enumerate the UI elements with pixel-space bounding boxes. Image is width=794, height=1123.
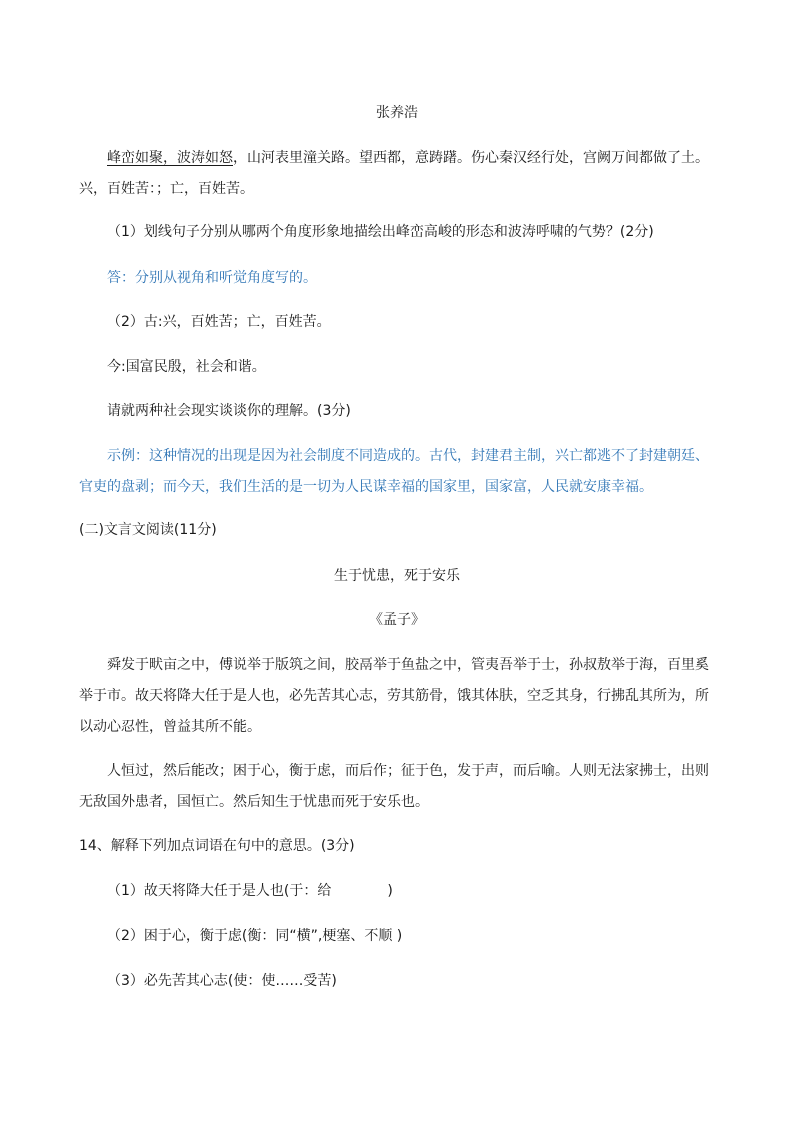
question-2-modern: 今:国富民殷，社会和谐。 [107,359,266,375]
paragraph-1-line-3: 以动心忍性，曾益其所不能。 [79,719,261,735]
underlined-phrase: 峰峦如聚，波涛如怒 [107,150,233,166]
poem-line-1 [107,148,709,168]
question-2-ancient: （2）古:兴，百姓苦；亡，百姓苦。 [107,314,331,330]
poem-line-2: 兴，百姓苦：；亡，百姓苦。 [79,181,254,197]
question-2-prompt: 请就两种社会现实谈谈你的理解。(3分) [107,403,351,419]
paragraph-2-line-1: 人恒过，然后能改；困于心，衡于虑，而后作；征于色，发于声，而后喻。人则无法家拂士，出则 [107,763,709,779]
question-14-item-2: （2）困于心，衡于虑(衡：同“横”,梗塞、不顺 ) [107,928,403,944]
answer-2-line-1: 示例：这种情况的出现是因为社会制度不同造成的。古代，封建君主制，兴亡都逃不了封建朝廷、 [107,448,709,464]
poem-author: 张养浩 [376,105,418,121]
paragraph-1-line-1: 舜发于畎亩之中，傅说举于版筑之间，胶鬲举于鱼盐之中，管夷吾举于士，孙叔敖举于海，百里奚 [107,657,709,673]
section-heading: (二)文言文阅读(11分) [79,522,217,538]
question-14-item-3: （3）必先苦其心志(使：使……受苦) [107,973,337,989]
paragraph-1-line-2: 举于市。故天将降大任于是人也，必先苦其心志，劳其筋骨，饿其体肤，空乏其身，行拂乱其所为，所 [79,688,709,704]
text-title: 生于忧患，死于安乐 [334,568,460,584]
question-1: （1）划线句子分别从哪两个角度形象地描绘出峰峦高峻的形态和波涛呼啸的气势？(2分) [107,224,654,240]
question-14: 14、解释下列加点词语在句中的意思。(3分) [79,838,355,854]
poem-line-1-rest: ，山河表里潼关路。望西都，意踌躇。伤心秦汉经行处，宫阙万间都做了土。 [233,150,709,166]
paragraph-2-line-2: 无敌国外患者，国恒亡。然后知生于忧患而死于安乐也。 [79,794,429,810]
question-14-item-1: （1）故天将降大任于是人也(于：给 ) [107,883,393,899]
answer-1: 答：分别从视角和听觉角度写的。 [107,270,317,286]
answer-2-line-2: 官吏的盘剥；而今天，我们生活的是一切为人民谋幸福的国家里，国家富，人民就安康幸福。 [79,479,653,495]
text-source: 《孟子》 [369,612,425,628]
